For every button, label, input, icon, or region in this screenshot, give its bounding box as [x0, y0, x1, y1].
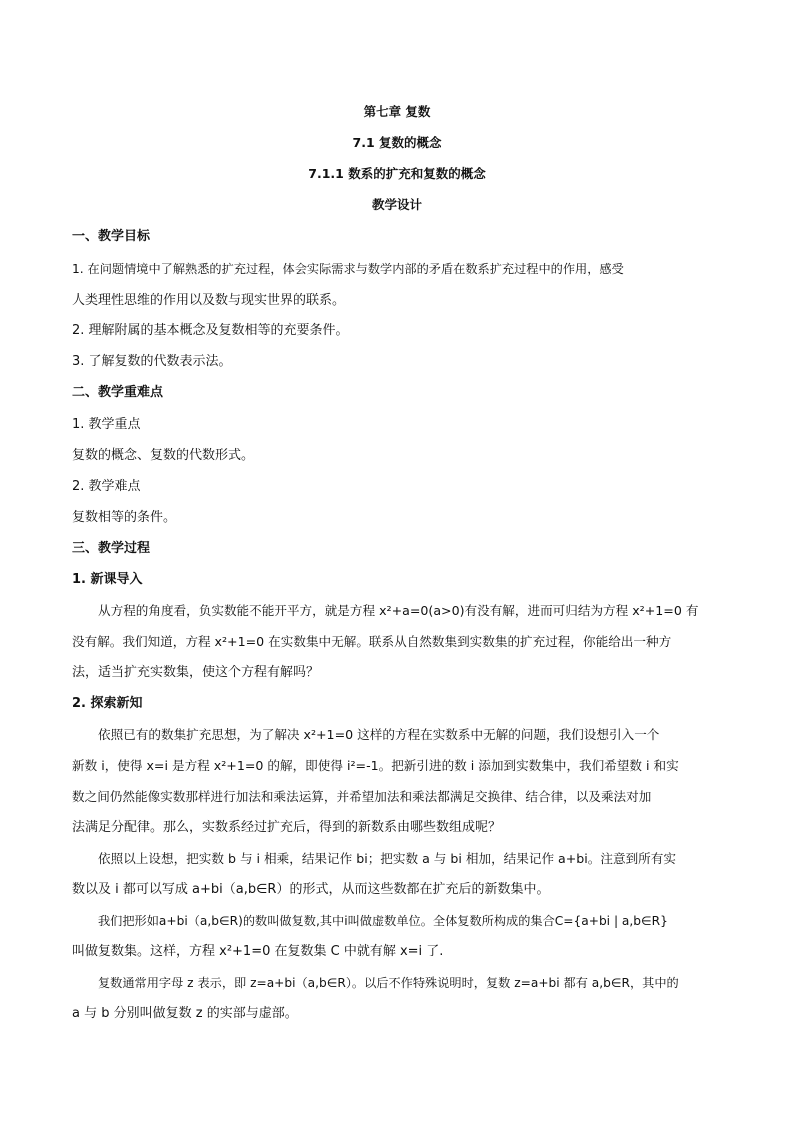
explore-p4-line-1: 复数通常用字母 z 表示，即 z=a+bi（a,b∈R）。以后不作特殊说明时，复数 z=a+bi 都有 a,b∈R，其中的 — [98, 976, 679, 990]
goals-heading: 一、教学目标 — [72, 229, 151, 244]
explore-heading: 2. 探索新知 — [72, 696, 143, 711]
intro-line-3: 法，适当扩充实数集，使这个方程有解吗？ — [72, 665, 320, 680]
explore-p4-line-2: a 与 b 分别叫做复数 z 的实部与虚部。 — [72, 1006, 298, 1021]
explore-p3-line-1: 我们把形如a+bi（a,b∈R)的数叫做复数,其中i叫做虚数单位。全体复数所构成的集合C={a+bi | a,b∈R} — [98, 914, 668, 928]
key-point-label: 1. 教学重点 — [72, 417, 141, 432]
explore-p1-line-2: 新数 i，使得 x=i 是方程 x²+1=0 的解，即使得 i²=-1。把新引进的数 i 添加到实数集中，我们希望数 i 和实 — [72, 758, 679, 773]
explore-p3-line-2: 叫做复数集。这样，方程 x²+1=0 在复数集 C 中就有解 x=i 了. — [72, 944, 444, 959]
explore-p1-line-1: 依照已有的数集扩充思想，为了解决 x²+1=0 这样的方程在实数系中无解的问题，我们设想引入一个 — [98, 727, 660, 742]
explore-p2-line-2: 数以及 i 都可以写成 a+bi（a,b∈R）的形式，从而这些数都在扩充后的新数集中。 — [72, 882, 550, 897]
difficulties-heading: 二、教学重难点 — [72, 385, 164, 400]
intro-line-1: 从方程的角度看，负实数能不能开平方，就是方程 x²+a=0(a>0)有没有解，进而可归结为方程 x²+1=0 有 — [98, 603, 699, 618]
goal-item-3: 3. 了解复数的代数表示法。 — [72, 354, 232, 369]
hard-point-label: 2. 教学难点 — [72, 479, 141, 494]
subsection-title: 7.1.1 数系的扩充和复数的概念 — [308, 166, 486, 181]
explore-p2-line-1: 依照以上设想，把实数 b 与 i 相乘，结果记作 bi；把实数 a 与 bi 相加，结果记作 a+bi。注意到所有实 — [98, 851, 676, 866]
goal-item-1-line-1: 1. 在问题情境中了解熟悉的扩充过程，体会实际需求与数学内部的矛盾在数系扩充过程中的作用，感受 — [72, 262, 624, 276]
key-point-text: 复数的概念、复数的代数形式。 — [72, 448, 255, 463]
explore-p1-line-4: 法满足分配律。那么，实数系经过扩充后，得到的新数系由哪些数组成呢？ — [72, 820, 502, 835]
hard-point-text: 复数相等的条件。 — [72, 510, 177, 525]
process-heading: 三、教学过程 — [72, 541, 151, 556]
goal-item-2: 2. 理解附属的基本概念及复数相等的充要条件。 — [72, 323, 349, 338]
intro-heading: 1. 新课导入 — [72, 572, 143, 587]
goal-item-1-line-2: 人类理性思维的作用以及数与现实世界的联系。 — [72, 293, 346, 308]
chapter-title: 第七章 复数 — [363, 104, 431, 119]
explore-p1-line-3: 数之间仍然能像实数那样进行加法和乘法运算，并希望加法和乘法都满足交换律、结合律，以及乘法对加 — [72, 789, 652, 804]
intro-line-2: 没有解。我们知道，方程 x²+1=0 在实数集中无解。联系从自然数集到实数集的扩充过程，你能给出一种方 — [72, 634, 672, 649]
design-title: 教学设计 — [371, 197, 422, 212]
section-title: 7.1 复数的概念 — [352, 135, 442, 150]
